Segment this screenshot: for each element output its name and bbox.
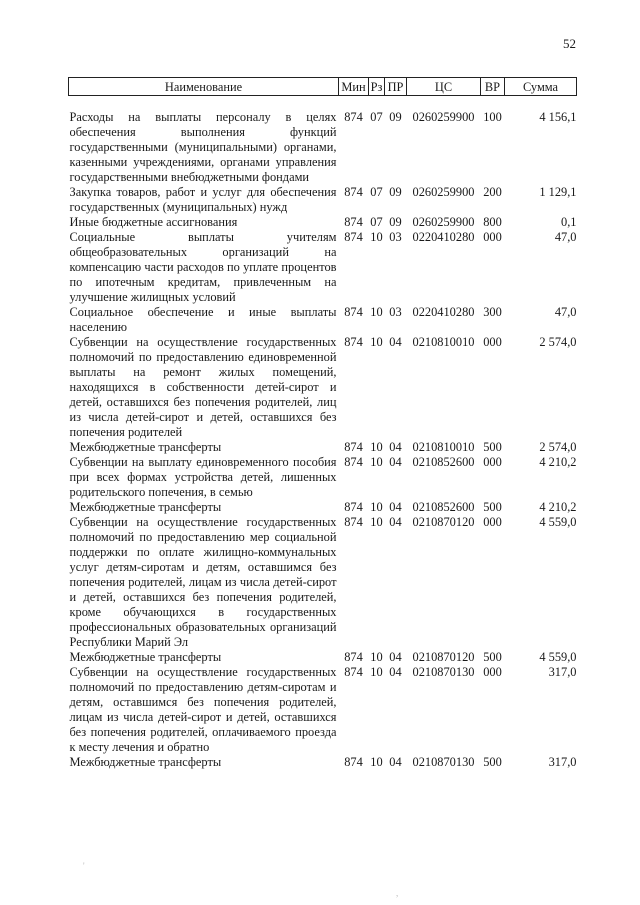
cell-name: Субвенции на осуществление государственных полномочий по предоставлению единовременной выплаты на ремонт жилых помещений, находящихся в собственности детей-сирот и детей, оставшихся без попечения родителей, лиц из числа детей-сирот и детей, оставшихся без попечения родителей [69,335,337,439]
budget-table [68,77,577,770]
cell-pr: 04 [389,335,402,349]
cell-vr: 200 [483,185,502,199]
cell-cs: 0210852600 [412,455,475,469]
cell-vr: 000 [483,230,502,244]
cell-name: Закупка товаров, работ и услуг для обеспечения государственных (муниципальных) нужд [69,185,337,214]
cell-pr: 09 [389,110,402,124]
table-row [69,440,577,455]
table-row [69,335,577,440]
cell-vr: 800 [483,215,502,229]
cell-sum: 4 559,0 [539,650,577,664]
cell-vr: 500 [483,440,502,454]
cell-pr: 03 [389,230,402,244]
cell-min: 874 [344,455,363,469]
cell-min: 874 [344,185,363,199]
cell-cs: 0210870130 [412,665,475,679]
cell-sum: 4 559,0 [539,515,577,529]
cell-min: 874 [344,440,363,454]
cell-name: Социальные выплаты учителям общеобразовательных организаций на компенсацию части расходов по уплате процентов по ипотечным кредитам, привлеченным на улучшение жилищных условий [69,230,337,304]
cell-name: Субвенции на осуществление государственных полномочий по предоставлению мер социальной поддержки по оплате жилищно-коммунальных услуг детям-сиротам и детям, оставшимся без попечения родителей, лицам из числа детей-сирот и детей, оставшихся без попечения родителей, кроме обучающихся в государственных профессиональных образовательных организаций Республики Марий Эл [69,515,337,649]
cell-pr: 03 [389,305,402,319]
cell-rz: 10 [370,665,383,679]
cell-name: Межбюджетные трансферты [69,500,222,514]
cell-cs: 0210810010 [412,335,475,349]
table-row [69,755,577,770]
header-cs: ЦС [407,78,481,96]
cell-rz: 10 [370,305,383,319]
cell-min: 874 [344,230,363,244]
header-sum: Сумма [505,78,577,96]
cell-rz: 10 [370,515,383,529]
cell-cs: 0210870130 [412,755,475,769]
page-number: 52 [563,36,576,51]
table-row [69,215,577,230]
cell-vr: 300 [483,305,502,319]
cell-sum: 317,0 [548,665,577,679]
cell-name: Иные бюджетные ассигнования [69,215,238,229]
cell-name: Расходы на выплаты персоналу в целях обеспечения выполнения функций государственными (муниципальными) органами, казенными учреждениями, органами управления государственными внебюджетными фондами [69,110,337,184]
cell-pr: 04 [389,500,402,514]
cell-rz: 10 [370,755,383,769]
cell-cs: 0210810010 [412,440,475,454]
cell-min: 874 [344,650,363,664]
cell-vr: 500 [483,500,502,514]
cell-sum: 4 210,2 [539,500,577,514]
table-body [69,96,577,771]
cell-vr: 000 [483,665,502,679]
cell-vr: 000 [483,515,502,529]
cell-min: 874 [344,755,363,769]
cell-sum: 2 574,0 [539,335,577,349]
table-row [69,650,577,665]
header-name: Наименование [69,78,339,96]
table-row [69,455,577,500]
cell-min: 874 [344,215,363,229]
cell-min: 874 [344,110,363,124]
cell-rz: 10 [370,230,383,244]
cell-cs: 0260259900 [412,185,475,199]
cell-cs: 0260259900 [412,110,475,124]
cell-min: 874 [344,665,363,679]
cell-sum: 0,1 [561,215,577,229]
table-row [69,185,577,215]
cell-rz: 10 [370,500,383,514]
cell-sum: 317,0 [548,755,577,769]
cell-cs: 0210870120 [412,515,475,529]
cell-pr: 04 [389,515,402,529]
cell-rz: 07 [370,110,383,124]
cell-rz: 10 [370,335,383,349]
cell-vr: 000 [483,335,502,349]
cell-cs: 0220410280 [412,230,475,244]
cell-sum: 47,0 [554,230,577,244]
header-pr: ПР [385,78,407,96]
table-row [69,515,577,650]
header-rz: Рз [369,78,385,96]
scan-speck: ' [83,861,85,871]
cell-rz: 10 [370,650,383,664]
cell-rz: 10 [370,440,383,454]
cell-name: Межбюджетные трансферты [69,650,222,664]
cell-rz: 07 [370,185,383,199]
cell-sum: 4 156,1 [539,110,577,124]
table-row [69,96,577,186]
cell-cs: 0260259900 [412,215,475,229]
cell-name: Межбюджетные трансферты [69,440,222,454]
header-min: Мин [339,78,369,96]
cell-vr: 000 [483,455,502,469]
cell-sum: 4 210,2 [539,455,577,469]
cell-min: 874 [344,500,363,514]
cell-min: 874 [344,305,363,319]
cell-pr: 09 [389,185,402,199]
cell-cs: 0220410280 [412,305,475,319]
header-vr: ВР [481,78,505,96]
cell-pr: 09 [389,215,402,229]
cell-name: Межбюджетные трансферты [69,755,222,769]
cell-pr: 04 [389,440,402,454]
cell-vr: 100 [483,110,502,124]
table-header [69,78,577,96]
cell-cs: 0210852600 [412,500,475,514]
cell-sum: 47,0 [554,305,577,319]
table-row [69,665,577,755]
cell-name: Социальное обеспечение и иные выплаты населению [69,305,337,334]
cell-sum: 2 574,0 [539,440,577,454]
table-row [69,305,577,335]
cell-vr: 500 [483,650,502,664]
cell-rz: 07 [370,215,383,229]
scan-speck: , [396,888,399,898]
cell-name: Субвенции на выплату единовременного пособия при всех формах устройства детей, лишенных родительского попечения, в семью [69,455,337,499]
cell-name: Субвенции на осуществление государственных полномочий по предоставлению детям-сиротам и детям, оставшимся без попечения родителей, лицам из числа детей-сирот и детей, оставшихся без попечения родителей, оплачиваемого проезда к месту лечения и обратно [69,665,337,754]
cell-pr: 04 [389,455,402,469]
table-row [69,500,577,515]
cell-min: 874 [344,515,363,529]
table-row [69,230,577,305]
cell-pr: 04 [389,665,402,679]
cell-pr: 04 [389,650,402,664]
cell-pr: 04 [389,755,402,769]
cell-min: 874 [344,335,363,349]
cell-cs: 0210870120 [412,650,475,664]
cell-vr: 500 [483,755,502,769]
cell-sum: 1 129,1 [539,185,577,199]
cell-rz: 10 [370,455,383,469]
